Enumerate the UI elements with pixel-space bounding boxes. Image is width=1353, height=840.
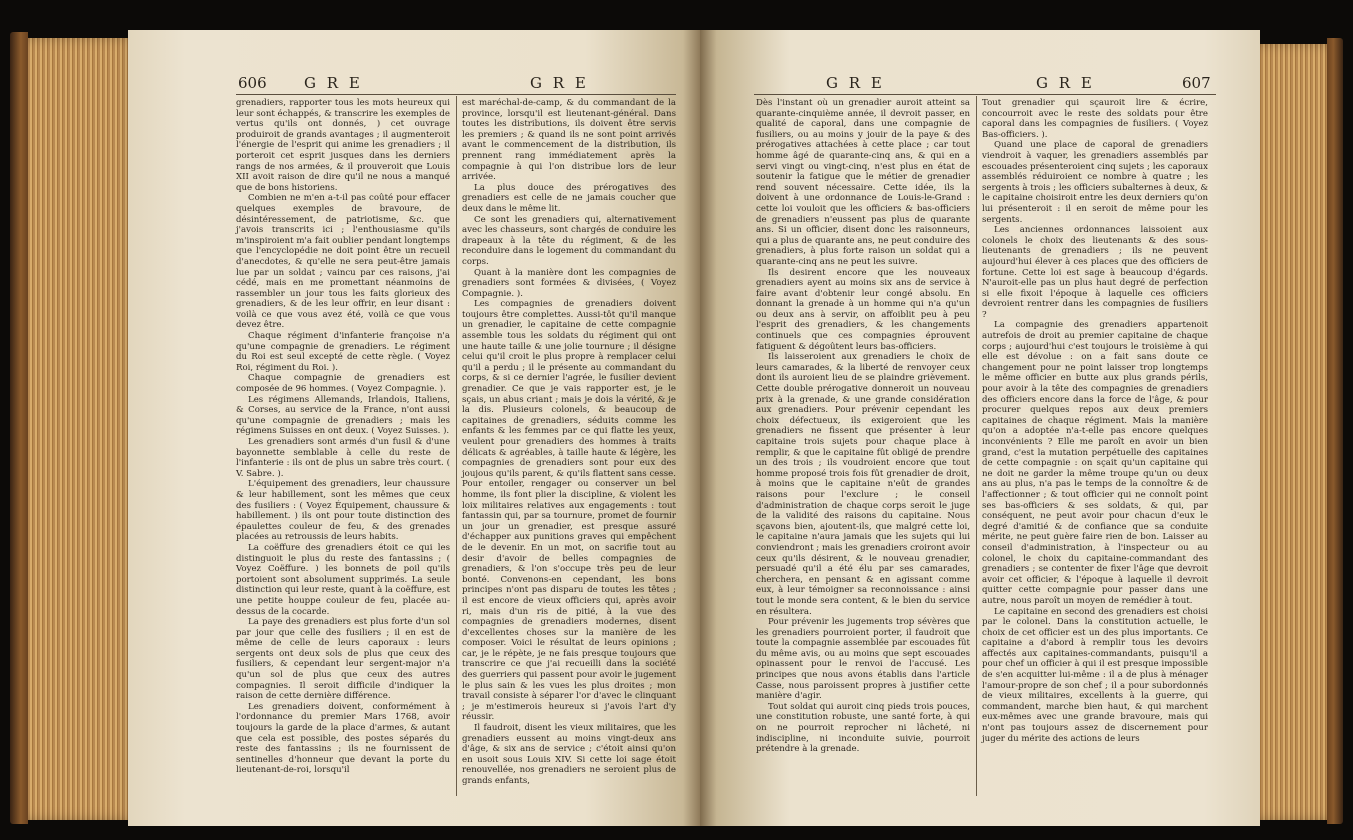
open-book bbox=[10, 24, 1343, 832]
running-head-right: G R E bbox=[1036, 74, 1095, 92]
paragraph: L'équipement des grenadiers, leur chaussure & leur habillement, sont les mêmes que ceux des fusiliers : ( Voyez Équipement, chaussure & habillement. ) ils ont pour toute distinction des épaulettes couleur de feu, & des grenades placées au retroussis de leurs habits. bbox=[236, 479, 450, 543]
paragraph: Il faudroit, disent les vieux militaires, que les grenadiers eussent au moins vingt-deux ans d'âge, & six ans de service ; c'étoit ainsi qu'on en usoit sous Louis XIV. Si cette loi sage étoit renouvellée, nos grenadiers ne seroient plus de grands enfants, bbox=[462, 723, 676, 786]
header-rule bbox=[754, 94, 1216, 95]
running-head-left: G R E bbox=[826, 74, 885, 92]
paragraph: Pour prévenir les jugements trop sévères que les grenadiers pourroient porter, il faudroit que toute la compagnie assemblée par escouades fût du même avis, ou au moins que sept escouades opinassent pour le renvoi de l'accusé. Les principes que nous avons établis dans l'article Casse, nous paroissent propres à justifier cette manière d'agir. bbox=[756, 617, 970, 702]
column-divider bbox=[456, 96, 457, 796]
text-column-2 bbox=[982, 98, 1208, 810]
paragraph: Le capitaine en second des grenadiers est choisi par le colonel. Dans la constitution actuelle, le choix de cet officier est un des plus importants. Ce capitaine a d'abord à remplir tous les devoirs affectés aux capitaines-commandants, puisqu'il a pour chef un officier à qui il est presque impossible de s'en acquitter lui-même : il a de plus à ménager l'amour-propre de son chef ; il a pour subordonnés de vieux militaires, excellents à la guerre, qui commandent, marche bien haut, & qui marchent eux-mêmes avec une grande bravoure, mais qui n'ont pas toujours assez de discernement pour juger du mérite des actions de leurs bbox=[982, 606, 1208, 744]
left-cover bbox=[10, 32, 28, 824]
paragraph: La compagnie des grenadiers appartenoit autrefois de droit au premier capitaine de chaque corps ; aujourd'hui c'est toujours le troisième à qui elle est dévolue : on a fait sans doute ce changement pour ne point laisser trop longtemps le même officier en butte aux plus grands périls, pour avoir à la tête des compagnies de grenadiers des officiers encore dans la force de l'âge, & pour procurer quelques repos aux deux premiers capitaines de chaque régiment. Mais la manière qu'on a adoptée n'a-t-elle pas encore quelques inconvénients ? Elle me paroît en avoir un bien grand, c'est la mutation perpétuelle des capitaines de cette compagnie : on sçait qu'un capitaine qui ne doit ne garder la même troupe qu'un ou deux ans au plus, n'a pas le temps de la connoître & de l'affectionner ; & tout officier qui ne connoît point ses bas-officiers & ses soldats, & qui, par conséquent, ne peut avoir pour chacun d'eux le degré d'amitié & de confiance que sa conduite mérite, ne peut guère faire rien de bon. Laisser au conseil d'administration, à l'inspecteur ou au colonel, le choix du capitaine-commandant des grenadiers ; se contenter de fixer l'âge que devroit avoir cet officier, & l'époque à laquelle il devroit quitter cette compagnie pour passer dans une autre, nous paroît un moyen de remédier à tout. bbox=[982, 320, 1208, 606]
paragraph: La plus douce des prérogatives des grenadiers est celle de ne jamais coucher que deux dans le même lit. bbox=[462, 182, 676, 214]
right-cover bbox=[1327, 38, 1343, 824]
paragraph: Dès l'instant où un grenadier auroit atteint sa quarante-cinquième année, il devroit passer, en qualité de caporal, dans une compagnie de fusiliers, ou au moins y jouir de la paye & des prérogatives attachées à cette place ; car tout homme âgé de quarante-cinq ans, & qui en a servi vingt ou vingt-cinq, n'est plus en état de soutenir la fatigue que le métier de grenadier rend souvent nécessaire. Cette idée, ils la doivent à une ordonnance de Louis-le-Grand : cette loi vouloit que les officiers & bas-officiers de grenadiers n'eussent pas plus de quarante ans. Si un officier, disent donc les raisonneurs, qui a plus de quarante ans, ne peut conduire des grenadiers, à plus forte raison un soldat qui a quarante-cinq ans ne peut les suivre. bbox=[756, 98, 970, 267]
paragraph: La paye des grenadiers est plus forte d'un sol par jour que celle des fusiliers ; il en est de même de celle de leurs caporaux : leurs sergents ont deux sols de plus que ceux des fusiliers, & cependant leur sergent-major n'a qu'un sol de plus que ceux des autres compagnies. Il seroit difficile d'indiquer la raison de cette dernière différence. bbox=[236, 617, 450, 702]
paragraph: Les grenadiers sont armés d'un fusil & d'une bayonnette semblable à celle du reste de l'infanterie : ils ont de plus un sabre très court. ( V. Sabre. ). bbox=[236, 437, 450, 479]
paragraph: Chaque régiment d'infanterie françoise n'a qu'une compagnie de grenadiers. Le régiment du Roi est seul excepté de cette règle. ( Voyez Roi, régiment du Roi. ). bbox=[236, 331, 450, 373]
paragraph: Les régimens Allemands, Irlandois, Italiens, & Corses, au service de la France, n'ont aussi qu'une compagnie de grenadiers ; mais les régimens Suisses en ont deux. ( Voyez Suisses. ). bbox=[236, 394, 450, 437]
paragraph: Quant à la manière dont les compagnies de grenadiers sont formées & divisées, ( Voyez Compagnie. ). bbox=[462, 267, 676, 299]
paragraph: La coëffure des grenadiers étoit ce qui les distinguoit le plus du reste des fantassins ; ( Voyez Coëffure. ) les bonnets de poil qu'ils portoient sont absolument supprimés. La seule distinction qui leur reste, quant à la coëffure, est une petite houppe couleur de feu, placée au-dessus de la cocarde. bbox=[236, 542, 450, 617]
page-number: 607 bbox=[1182, 74, 1211, 92]
left-page bbox=[128, 30, 700, 826]
text-column-2 bbox=[462, 98, 676, 810]
paragraph: est maréchal-de-camp, & du commandant de la province, lorsqu'il est lieutenant-général. Dans toutes les distributions, ils doivent être servis les premiers ; & quand ils ne sont point arrivés avant le commencement de la distribution, ils prennent rang immédiatement après la compagnie à qui l'on distribue lors de leur arrivée. bbox=[462, 98, 676, 183]
running-head-left: G R E bbox=[304, 74, 363, 92]
paragraph: Les compagnies de grenadiers doivent toujours être complettes. Aussi-tôt qu'il manque un grenadier, le capitaine de cette compagnie assemble tous les soldats du régiment qui ont une haute taille & une jolie tournure ; il désigne celui qu'il croit le plus propre à remplacer celui qu'il a perdu ; il le présente au commandant du corps, & si ce dernier l'agrée, le fusilier devient grenadier. Ce que je vais rapporter est, je le sçais, un abus criant ; mais je dois la vérité, & je la dis. Plusieurs colonels, & beaucoup de capitaines de grenadiers, séduits comme les enfants & les femmes par ce qui flatte les yeux, veulent pour grenadiers des hommes à traits délicats & agréables, à taille haute & légère, les compagnies de grenadiers sont pour eux des joujous qu'ils parent, & qu'ils flattent sans cesse. Pour entoiler, rengager ou conserver un bel homme, ils font plier la discipline, & violent les loix militaires relatives aux engagements : tout fantassin qui, par sa tournure, promet de fournir un jour un grenadier, est presque assuré d'échapper aux punitions graves qui empêchent de le devenir. En un mot, on sacrifie tout au desir d'avoir de belles compagnies de grenadiers, & l'on s'occupe très peu de leur bonté. Convenons-en cependant, les bons principes n'ont pas disparu de toutes les têtes ; il est encore de vieux officiers qui, après avoir ri, mais d'un ris de pitié, à la vue des compagnies de grenadiers modernes, disent d'excellentes choses sur la manière de les composer. Voici le résultat de leurs opinions ; car, je le répète, je ne fais presque toujours que transcrire ce que j'ai recueilli dans la société des guerriers qui passent pour avoir le jugement le plus sain & les vues les plus droites ; mon travail consiste à séparer l'or d'avec le clinquant ; je m'estimerois heureux si j'avois l'art d'y réussir. bbox=[462, 299, 676, 723]
paragraph: Tout grenadier qui sçauroit lire & écrire, concourroit avec le reste des soldats pour être caporal dans les compagnies de fusiliers. ( Voyez Bas-officiers. ). bbox=[982, 98, 1208, 140]
paragraph: Quand une place de caporal de grenadiers viendroit à vaquer, les grenadiers assemblés par escouades présenteroient cinq sujets ; les caporaux assemblés réduiroient ce nombre à quatre ; les sergents à trois ; les officiers subalternes à deux, & le capitaine choisiroit entre les deux derniers qu'on lui présenteroit : il en seroit de même pour les sergents. bbox=[982, 140, 1208, 225]
page-number: 606 bbox=[238, 74, 267, 92]
column-divider bbox=[976, 96, 977, 796]
paragraph: grenadiers, rapporter tous les mots heureux qui leur sont échappés, & transcrire les exemples de vertus qu'ils ont donnés, ) cet ouvrage produiroit de grands avantages ; il augmenteroit l'énergie de l'esprit qui anime les grenadiers ; il porteroit cet esprit jusques dans les derniers rangs de nos armées, & il prouveroit que Louis XII avoit raison de dire qu'il ne nous a manqué que de bons historiens. bbox=[236, 98, 450, 193]
paragraph: Les anciennes ordonnances laissoient aux colonels le choix des lieutenants & des sous-lieutenants de grenadiers ; ils ne peuvent aujourd'hui élever à ces places que des officiers de fortune. Cette loi est sage à beaucoup d'égards. N'auroit-elle pas un plus haut degré de perfection si elle fixoit l'époque à laquelle ces officiers devroient rentrer dans les compagnies de fusiliers ? bbox=[982, 225, 1208, 320]
header-rule bbox=[236, 94, 676, 95]
paragraph: Combien ne m'en a-t-il pas coûté pour effacer quelques exemples de bravoure, de désintéressement, de patriotisme, &c. que j'avois transcrits ici ; l'enthousiasme qu'ils m'inspiroient m'a fait oublier pendant longtemps que l'encyclopédie ne doit point être un recueil d'anecdotes, & qu'elle ne sera peut-être jamais lue par un soldat ; vaincu par ces raisons, j'ai cédé, mais en me promettant néanmoins de rassembler un jour tous les faits glorieux des grenadiers, & de les leur offrir, en leur disant : voilà ce que vous avez été, voilà ce que vous devez être. bbox=[236, 193, 450, 331]
text-column-1 bbox=[756, 98, 970, 810]
paragraph: Ce sont les grenadiers qui, alternativement avec les chasseurs, sont chargés de conduire les drapeaux à la tête du régiment, & de les reconduire dans le logement du commandant du corps. bbox=[462, 214, 676, 267]
left-page-edges bbox=[28, 38, 138, 820]
paragraph: Chaque compagnie de grenadiers est composée de 96 hommes. ( Voyez Compagnie. ). bbox=[236, 373, 450, 395]
running-head-right: G R E bbox=[530, 74, 589, 92]
right-page bbox=[700, 30, 1260, 826]
paragraph: Les grenadiers doivent, conformément à l'ordonnance du premier Mars 1768, avoir toujours la garde de la place d'armes, & autant que cela est possible, des postes séparés du reste des fantassins ; ils ne fournissent de sentinelles d'honneur que devant la porte du lieutenant-de-roi, lorsqu'il bbox=[236, 701, 450, 776]
paragraph: Ils laisseroient aux grenadiers le choix de leurs camarades, & la liberté de renvoyer ceux dont ils auroient lieu de se plaindre grièvement. Cette double prérogative donneroit un nouveau prix à la grenade, & une grande considération aux grenadiers. Pour prévenir cependant les choix défectueux, ils exigeroient que les grenadiers ne fissent que présenter à leur capitaine trois sujets pour chaque place à remplir, & que le capitaine fût obligé de prendre un des trois ; ils voudroient encore que tout homme proposé trois fois fût grenadier de droit, à moins que le capitaine n'eût de grandes raisons pour l'exclure ; le conseil d'administration de chaque corps seroit le juge de la validité des raisons du capitaine. Nous sçavons bien, ajoutent-ils, que malgré cette loi, le capitaine n'aura jamais que les sujets qui lui conviendront ; mais les grenadiers croiront avoir ceux qu'ils désirent, & le nouveau grenadier, persuadé qu'il a été élu par ses camarades, cherchera, en pensant & en agissant comme eux, à leur témoigner sa reconnoissance : ainsi tout le monde sera content, & le bien du service en résultera. bbox=[756, 352, 970, 617]
paragraph: Ils desirent encore que les nouveaux grenadiers ayent au moins six ans de service à faire avant d'obtenir leur congé absolu. En donnant la grenade à un homme qui n'a qu'un ou deux ans à servir, on affoiblit peu à peu l'esprit des grenadiers, & les changements continuels que ces compagnies éprouvent fatiguent & dégoûtent leurs bas-officiers. bbox=[756, 267, 970, 352]
text-column-1 bbox=[236, 98, 450, 810]
paragraph: Tout soldat qui auroit cinq pieds trois pouces, une constitution robuste, une santé forte, à qui on ne pourroit reprocher ni lâcheté, ni indiscipline, ni inconduite suivie, pourroit prétendre à la grenade. bbox=[756, 701, 970, 755]
